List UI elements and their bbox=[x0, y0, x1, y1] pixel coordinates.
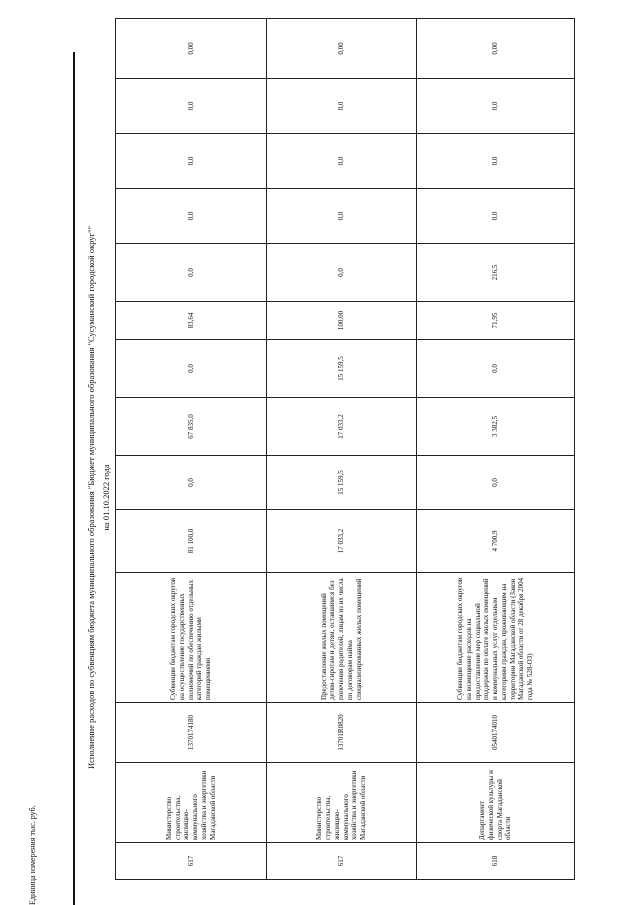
cell-value: 17 033,2 bbox=[267, 510, 417, 573]
cell-code: 617 bbox=[267, 843, 417, 880]
cell-value: 0,0 bbox=[417, 189, 575, 244]
table-row bbox=[267, 19, 417, 880]
cell-value: 83,64 bbox=[116, 302, 267, 340]
cell-value: 0,00 bbox=[417, 19, 575, 79]
cell-purpose: Субвенции бюджетам городских округов на осуществление государственных полномочий по обеспечению отдельных категорий граждан жилыми помещениями bbox=[116, 573, 267, 703]
cell-value: 0,0 bbox=[417, 134, 575, 189]
cell-value: 0,0 bbox=[267, 189, 417, 244]
cell-value: 17 033,2 bbox=[267, 398, 417, 456]
cell-value: 0,0 bbox=[116, 79, 267, 134]
cell-purpose: Субвенции бюджетам городских округов на возмещение расходов на предоставление мер социальной поддержки по оплате жилых помещений и коммунальных услуг отдельным категориям граждан, проживающим на территории Магаданской области (Закон Магаданской области от 28 декабря 2004 года № 528-ОЗ) bbox=[417, 573, 575, 703]
cell-value: 4 700,9 bbox=[417, 510, 575, 573]
cell-value: 0,0 bbox=[116, 134, 267, 189]
cell-ministry: Министерство строительства, жилищно-коммунального хозяйства и энергетики Магаданской области bbox=[116, 763, 267, 843]
cell-value: 0,0 bbox=[417, 340, 575, 398]
cell-target: 0540174010 bbox=[417, 703, 575, 763]
cell-value: 0,0 bbox=[267, 79, 417, 134]
document-title: Исполнение расходов по субвенциям бюджета муниципального образования "Бюджет муниципального образования "Сусуманский городской округ"" bbox=[86, 225, 96, 770]
cell-value: 0,0 bbox=[417, 456, 575, 510]
cell-value: 216,5 bbox=[417, 244, 575, 302]
cell-ministry: Министерство строительства, жилищно-коммунального хозяйства и энергетики Магаданской области bbox=[267, 763, 417, 843]
table-row bbox=[417, 19, 575, 880]
cell-target: 13701R0820 bbox=[267, 703, 417, 763]
cell-value: 100,00 bbox=[267, 302, 417, 340]
cell-value: 0,00 bbox=[116, 19, 267, 79]
cell-code: 618 bbox=[417, 843, 575, 880]
cell-value: 0,0 bbox=[267, 244, 417, 302]
unit-label: Единица измерения тыс. руб. bbox=[28, 805, 37, 905]
cell-value: 0,0 bbox=[116, 244, 267, 302]
cell-ministry: Департамент физической культуры и спорта Магаданской области bbox=[417, 763, 575, 843]
cell-value: 67 835,0 bbox=[116, 398, 267, 456]
cell-value: 0,0 bbox=[116, 456, 267, 510]
cell-target: 1370174180 bbox=[116, 703, 267, 763]
title-divider bbox=[73, 52, 75, 905]
cell-value: 3 382,5 bbox=[417, 398, 575, 456]
cell-code: 617 bbox=[116, 843, 267, 880]
cell-value: 0,0 bbox=[267, 134, 417, 189]
cell-value: 0,0 bbox=[116, 189, 267, 244]
expenditure-table bbox=[115, 18, 575, 880]
cell-value: 81 100,0 bbox=[116, 510, 267, 573]
cell-value: 71,95 bbox=[417, 302, 575, 340]
cell-value: 0,0 bbox=[116, 340, 267, 398]
cell-value: 0,00 bbox=[267, 19, 417, 79]
cell-value: 0,0 bbox=[417, 79, 575, 134]
cell-value: 15 159,5 bbox=[267, 340, 417, 398]
document-date: на 01.10.2022 года bbox=[101, 464, 111, 531]
cell-value: 15 159,5 bbox=[267, 456, 417, 510]
table-row bbox=[116, 19, 267, 880]
cell-purpose: Предоставление жилых помещений детям-сиротам и детям, оставшимся без попечения родителей, лицам из их числа по договорам найма специализированных жилых помещений bbox=[267, 573, 417, 703]
